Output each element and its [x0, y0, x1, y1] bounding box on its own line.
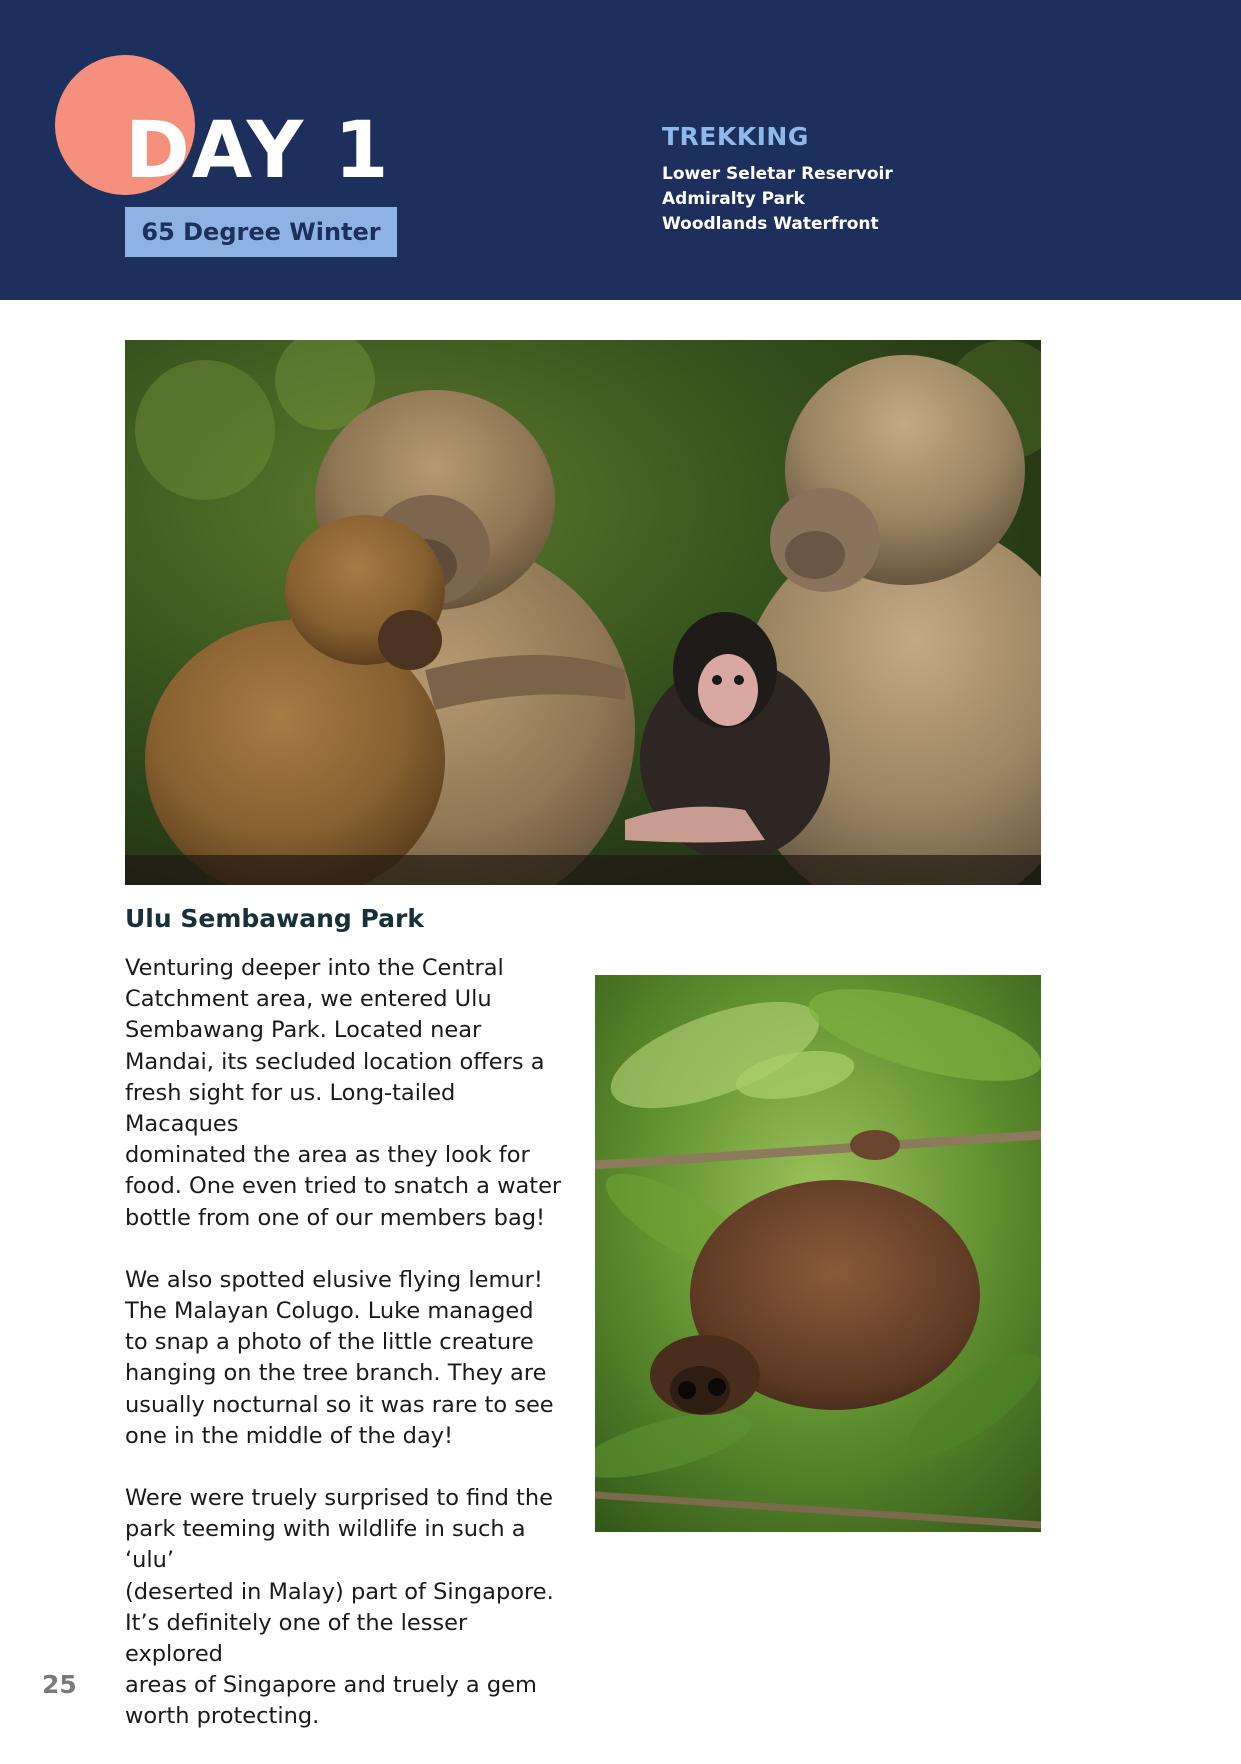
header-banner [0, 0, 1241, 300]
activity-heading: TREKKING [662, 122, 809, 151]
paragraph: Were were truely surprised to find the park teeming with wildlife in such a ‘ulu’ (deserted in Malay) part of Singapore. It’s definitely one of the lesser explored areas of Singapore and truely a gem worth protecting. [125, 1485, 554, 1730]
subtitle-box [125, 207, 397, 257]
macaque-family-photo [125, 340, 1041, 885]
paragraph: Venturing deeper into the Central Catchment area, we entered Ulu Sembawang Park. Located near Mandai, its secluded location offers a fresh sight for us. Long-tailed Macaques dominated the area as they look for food. One even tried to snatch a water bottle from one of our members bag! [125, 955, 562, 1231]
location-item: Admiralty Park [662, 189, 805, 209]
article-body [125, 953, 565, 1764]
paragraph: We also spotted elusive flying lemur! The Malayan Colugo. Luke managed to snap a photo of the little creature hanging on the tree branch. They are usually nocturnal so it was rare to see one in the middle of the day! [125, 1266, 554, 1449]
section-title: Ulu Sembawang Park [125, 904, 424, 933]
location-item: Lower Seletar Reservoir [662, 164, 893, 184]
page-number: 25 [42, 1670, 77, 1699]
colugo-on-branch-photo [595, 975, 1041, 1532]
location-item: Woodlands Waterfront [662, 214, 879, 234]
day-title: DAY 1 [125, 106, 391, 196]
location-list [662, 162, 893, 237]
subtitle-text: 65 Degree Winter [141, 218, 381, 246]
